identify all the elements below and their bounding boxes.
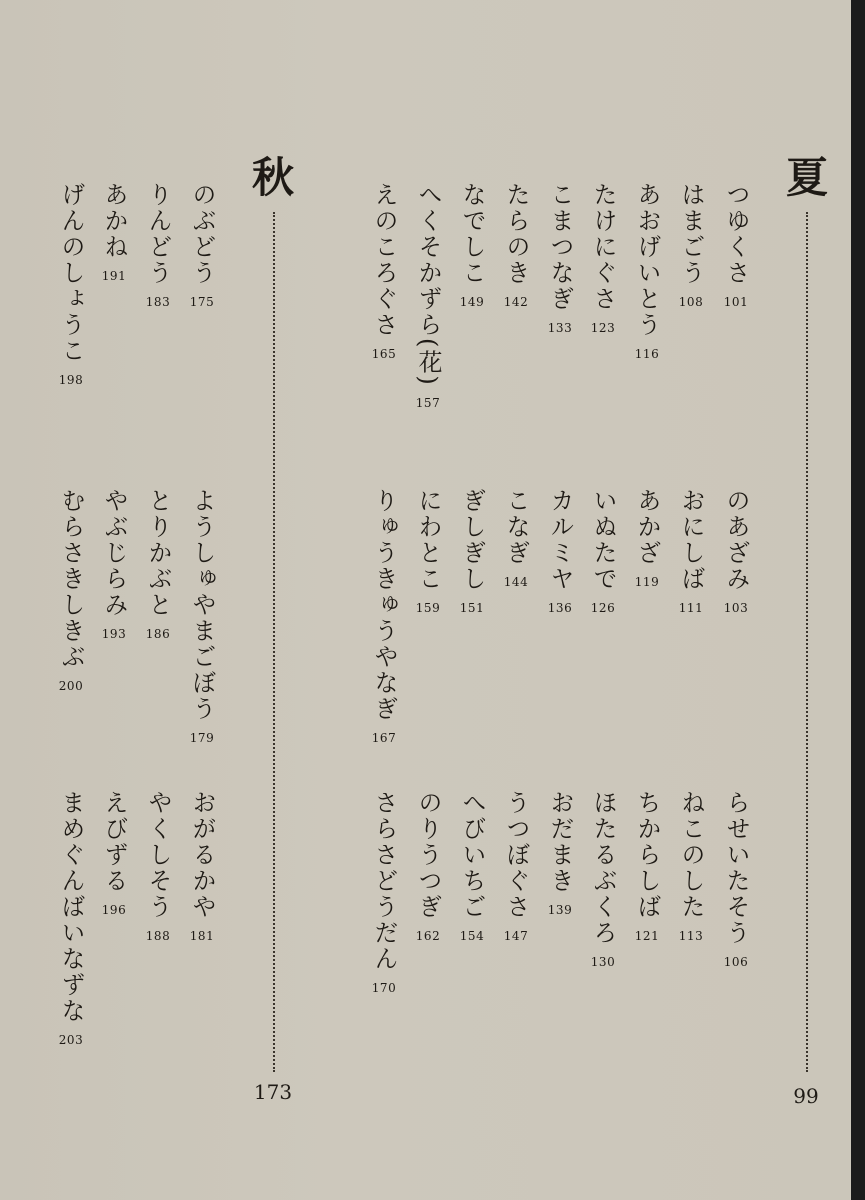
section-heading-summer: 夏 [786, 153, 829, 202]
entry-name: たけにぐさ [589, 182, 617, 312]
entry-name: さらさどうだん [370, 790, 398, 972]
entry-name: あおげいとう [633, 182, 661, 338]
entry-page: 116 [634, 347, 660, 361]
entry-page: 203 [58, 1033, 84, 1047]
entry-page: 162 [415, 929, 441, 943]
entry-name: あかざ [633, 488, 661, 566]
toc-entry[interactable] [190, 790, 214, 942]
entry-page: 188 [145, 929, 171, 943]
entry-name: むらさきしきぶ [57, 488, 85, 670]
toc-entry[interactable] [724, 182, 748, 308]
entry-name: にわとこ [414, 488, 442, 592]
entry-page: 175 [189, 295, 215, 309]
toc-entry[interactable] [59, 488, 83, 692]
entry-name: つゆくさ [722, 182, 750, 286]
toc-entry[interactable] [102, 182, 126, 282]
toc-entry[interactable] [548, 182, 572, 334]
entry-name: のぶどう [188, 182, 216, 286]
entry-name: ちからしば [633, 790, 661, 920]
toc-entry[interactable] [460, 182, 484, 308]
entry-page: 151 [459, 601, 485, 615]
toc-entry[interactable] [59, 790, 83, 1046]
entry-page: 147 [503, 929, 529, 943]
entry-page: 198 [58, 373, 84, 387]
entry-page: 113 [678, 929, 704, 943]
entry-name: ぎしぎし [458, 488, 486, 592]
entry-page: 119 [634, 575, 660, 589]
entry-page: 159 [415, 601, 441, 615]
section-page-summer: 99 [793, 1084, 819, 1108]
entry-name: やぶじらみ [100, 488, 128, 618]
toc-entry[interactable] [102, 790, 126, 916]
toc-entry[interactable] [504, 182, 528, 308]
entry-name: おにしば [677, 488, 705, 592]
toc-entry[interactable] [460, 488, 484, 614]
entry-page: 154 [459, 929, 485, 943]
entry-name: えのころぐさ [370, 182, 398, 338]
toc-entry[interactable] [146, 488, 170, 640]
toc-entry[interactable] [190, 182, 214, 308]
entry-name: ようしゅやまごぼう [188, 488, 216, 722]
leader-rule-autumn [273, 212, 275, 1072]
entry-name: とりかぶと [144, 488, 172, 618]
toc-entry[interactable] [460, 790, 484, 942]
entry-page: 200 [58, 679, 84, 693]
entry-page: 142 [503, 295, 529, 309]
toc-entry[interactable] [102, 488, 126, 640]
toc-entry[interactable] [59, 182, 83, 386]
entry-name: げんのしょうこ [57, 182, 85, 364]
entry-page: 111 [678, 601, 704, 615]
toc-entry[interactable] [416, 790, 440, 942]
toc-entry[interactable] [724, 790, 748, 968]
entry-page: 183 [145, 295, 171, 309]
entry-page: 121 [634, 929, 660, 943]
entry-name: うつぼぐさ [502, 790, 530, 920]
entry-name: カルミヤ [546, 488, 574, 592]
toc-entry[interactable] [591, 182, 615, 334]
entry-page: 181 [189, 929, 215, 943]
entry-name: らせいたそう [722, 790, 750, 946]
entry-name: のりうつぎ [414, 790, 442, 920]
entry-name: のあざみ [722, 488, 750, 592]
entry-name: いぬたで [589, 488, 617, 592]
entry-page: 126 [590, 601, 616, 615]
entry-name: こなぎ [502, 488, 530, 566]
leader-rule-summer [806, 212, 808, 1072]
entry-page: 186 [145, 627, 171, 641]
toc-entry[interactable] [504, 488, 528, 588]
entry-page: 133 [547, 321, 573, 335]
toc-entry[interactable] [679, 488, 703, 614]
entry-name: こまつなぎ [546, 182, 574, 312]
entry-name: りんどう [144, 182, 172, 286]
entry-page: 165 [371, 347, 397, 361]
toc-entry[interactable] [372, 182, 396, 360]
entry-name: ほたるぶくろ [589, 790, 617, 946]
entry-page: 167 [371, 731, 397, 745]
entry-page: 170 [371, 981, 397, 995]
toc-entry[interactable] [724, 488, 748, 614]
entry-name: おがるかや [188, 790, 216, 920]
entry-name: あかね [100, 182, 128, 260]
toc-entry[interactable] [635, 790, 659, 942]
entry-name: はまごう [677, 182, 705, 286]
toc-entry[interactable] [416, 488, 440, 614]
section-heading-autumn: 秋 [252, 153, 295, 202]
entry-name: やくしそう [144, 790, 172, 920]
toc-entry[interactable] [635, 182, 659, 360]
entry-name: たらのき [502, 182, 530, 286]
entry-name: へびいちご [458, 790, 486, 920]
entry-page: 157 [415, 395, 441, 410]
toc-entry[interactable] [679, 790, 703, 942]
entry-name: ねこのした [677, 790, 705, 920]
entry-page: 193 [101, 627, 127, 641]
entry-name: えびずる [100, 790, 128, 894]
toc-entry[interactable] [679, 182, 703, 308]
toc-entry[interactable] [372, 488, 396, 744]
entry-page: 108 [678, 295, 704, 309]
entry-page: 136 [547, 601, 573, 615]
entry-page: 103 [723, 601, 749, 615]
toc-entry[interactable] [146, 182, 170, 308]
entry-page: 139 [547, 903, 573, 917]
entry-page: 101 [723, 295, 749, 309]
entry-name: へくそかずら(花) [414, 182, 442, 387]
entry-page: 123 [590, 321, 616, 335]
toc-entry[interactable] [416, 182, 440, 409]
entry-page: 144 [503, 575, 529, 589]
toc-entry[interactable] [146, 790, 170, 942]
entry-page: 106 [723, 955, 749, 969]
entry-name: まめぐんばいなずな [57, 790, 85, 1024]
toc-entry[interactable] [591, 790, 615, 968]
toc-entry[interactable] [548, 790, 572, 916]
entry-name: おだまき [546, 790, 574, 894]
toc-entry[interactable] [548, 488, 572, 614]
entry-name: りゅうきゅうやなぎ [370, 488, 398, 722]
toc-entry[interactable] [591, 488, 615, 614]
entry-page: 179 [189, 731, 215, 745]
entry-page: 191 [101, 269, 127, 283]
entry-page: 149 [459, 295, 485, 309]
entry-page: 130 [590, 955, 616, 969]
entry-name: なでしこ [458, 182, 486, 286]
toc-entry[interactable] [635, 488, 659, 588]
entry-page: 196 [101, 903, 127, 917]
toc-entry[interactable] [190, 488, 214, 744]
section-page-autumn: 173 [253, 1080, 293, 1104]
toc-entry[interactable] [504, 790, 528, 942]
toc-entry[interactable] [372, 790, 396, 994]
